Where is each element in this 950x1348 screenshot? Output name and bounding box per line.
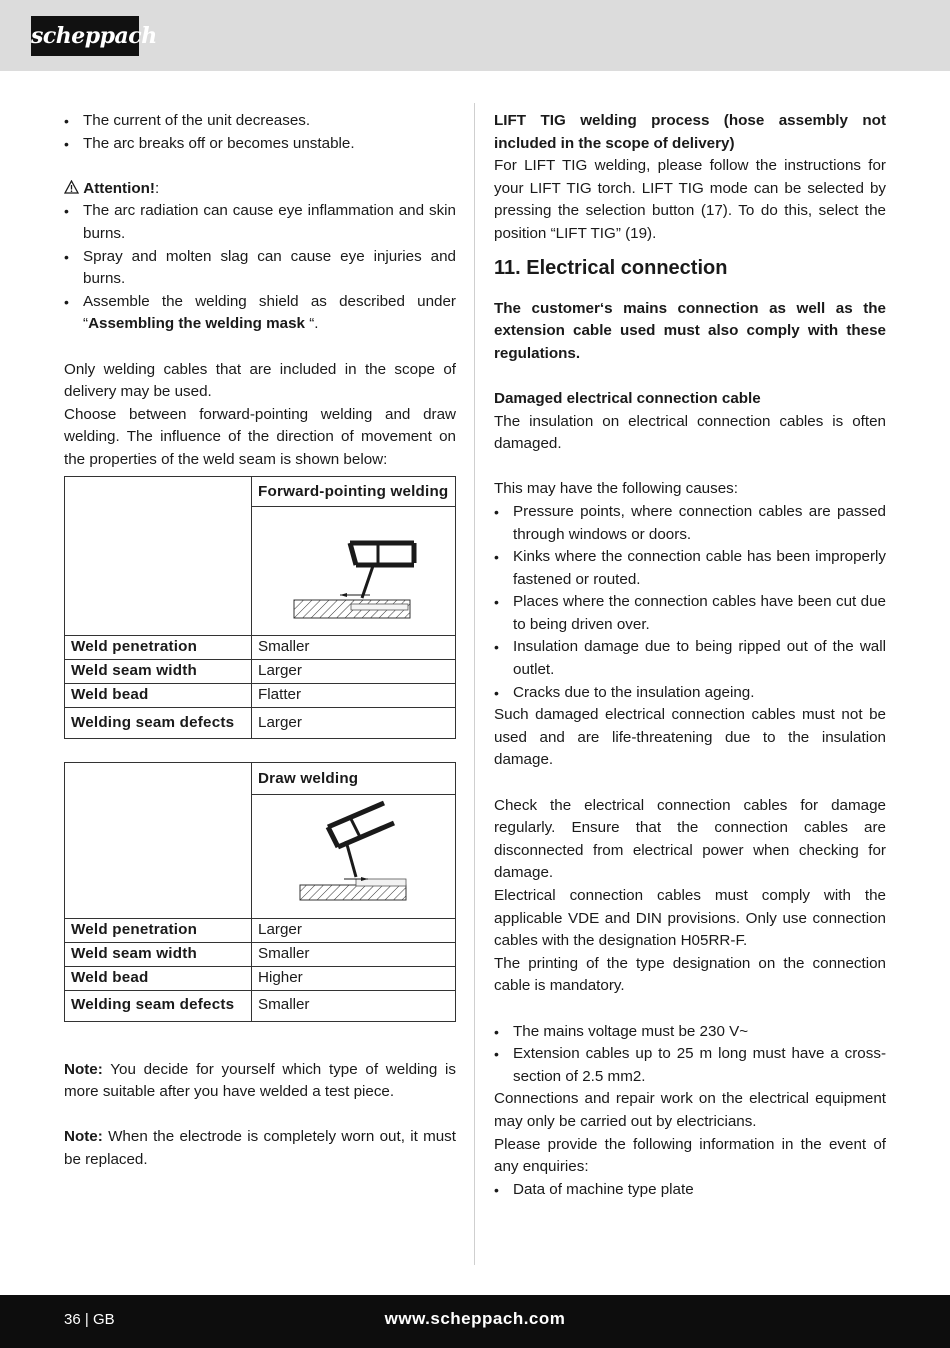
page-number-value: 36 [64,1311,81,1328]
table-corner [65,763,252,919]
requirements-list [494,1021,886,1089]
direction-paragraph: Choose between forward-pointing welding and draw welding. The influence of the direction of movement on the properties of the weld seam is shown below: [64,405,456,468]
table-row-label: Weld seam width [65,942,252,966]
note-text: You decide for yourself which type of welding is more suitable after you have welded a test piece. [64,1060,456,1101]
table-row-label: Welding seam defects [65,990,252,1021]
list-item [64,291,456,336]
table-row-label: Welding seam defects [65,708,252,739]
enquiries-text: Please provide the following information in the event of any enquiries: [494,1135,886,1176]
warning-triangle-icon [64,180,79,194]
list-item: • Insulation damage due to being ripped out of the wall outlet. [494,636,886,681]
attention-label: Attention! [83,179,155,197]
attention-heading [64,178,456,201]
list-item: • Kinks where the connection cable has been improperly fastened or routed. [494,546,886,591]
assemble-reference: Assembling the welding mask [88,315,305,333]
table-row-label: Weld seam width [65,660,252,684]
draw-welding-illustration [252,795,455,910]
table-row-label: Weld penetration [65,918,252,942]
printing-text: The printing of the type designation on the connection cable is mandatory. [494,954,886,995]
damaged-cable-text: The insulation on electrical connection cables is often damaged. [494,412,886,453]
enquiries-list [494,1179,886,1202]
draw-welding-header: Draw welding [252,763,456,795]
forward-welding-table [64,476,456,740]
damaged-cable-heading: Damaged electrical connection cable [494,389,761,407]
page-separator: | [84,1311,89,1328]
note-test-piece [64,1059,456,1104]
connections-text: Connections and repair work on the electrical equipment may only be carried out by electricians. [494,1090,886,1130]
forward-welding-header: Forward-pointing welding [252,476,456,506]
list-item: • Pressure points, where connection cables are passed through windows or doors. [494,501,886,546]
list-item: • Spray and molten slag can cause eye injuries and burns. [64,246,456,291]
table-row-value: Larger [252,708,456,739]
cables-paragraph: Only welding cables that are included in the scope of delivery may be used. [64,360,456,401]
list-item: • Places where the connection cables have been cut due to being driven over. [494,591,886,636]
forward-welding-figure [252,506,456,636]
list-item: • The arc radiation can cause eye inflammation and skin burns. [64,200,456,245]
table-row-value: Smaller [252,636,456,660]
note-label: Note: [64,1060,103,1078]
left-column [64,110,456,1172]
causes-list [494,501,886,704]
column-divider [474,103,475,1265]
table-row-value: Smaller [252,942,456,966]
page-header [0,0,950,71]
table-row-value: Larger [252,660,456,684]
language-code: GB [92,1311,115,1328]
attention-list [64,200,456,336]
lift-tig-text: For LIFT TIG welding, please follow the instructions for your LIFT TIG torch. LIFT TIG mode can be selected by pressing the selection button (17). To do this, select the position “LIFT TIG” (19). [494,157,886,242]
section-title: 11. Electrical connection [494,256,728,279]
damaged-warning: Such damaged electrical connection cables must not be used and are life-threatening due to the insulation damage. [494,706,886,769]
list-item: • Data of machine type plate [494,1179,886,1202]
table-row-value: Larger [252,918,456,942]
table-row-value: Flatter [252,684,456,708]
list-item: • Extension cables up to 25 m long must have a cross-section of 2.5 mm2. [494,1043,886,1088]
note-text: When the electrode is completely worn out, it must be replaced. [64,1128,456,1169]
table-row-value: Smaller [252,990,456,1021]
draw-welding-figure [252,795,456,919]
website-url: www.scheppach.com [384,1309,566,1328]
table-corner [65,476,252,636]
note-electrode [64,1126,456,1171]
causes-intro: This may have the following causes: [494,480,738,498]
vde-text: Electrical connection cables must comply with the applicable VDE and DIN provisions. Only use connection cables with the designation H05RR-F. [494,887,886,950]
table-row-value: Higher [252,966,456,990]
list-item: • The mains voltage must be 230 V~ [494,1021,886,1044]
list-item: • The current of the unit decreases. [64,110,456,133]
check-text: Check the electrical connection cables for damage regularly. Ensure that the connection cables are disconnected from electrical power when checking for damage. [494,796,886,882]
assemble-suffix: “. [304,315,319,333]
forward-welding-illustration [252,507,455,628]
table-row-label: Weld bead [65,966,252,990]
table-row-label: Weld penetration [65,636,252,660]
scheppach-logo: scheppach [31,16,139,56]
list-item: • The arc breaks off or becomes unstable. [64,133,456,156]
table-row-label: Weld bead [65,684,252,708]
attention-suffix: : [154,179,160,197]
draw-welding-table [64,762,456,1022]
page-footer [0,1295,950,1348]
right-column [494,110,886,1201]
assemble-text: Assemble the welding shield as described under “ [83,292,456,333]
note-label: Note: [64,1128,103,1146]
regulations-intro: The customer‘s mains connection as well as the extension cable used must also comply with these regulations. [494,299,886,362]
effects-list [64,110,456,155]
list-item: • Cracks due to the insulation ageing. [494,682,886,705]
lift-tig-heading: LIFT TIG welding process (hose assembly not included in the scope of delivery) [494,112,886,152]
